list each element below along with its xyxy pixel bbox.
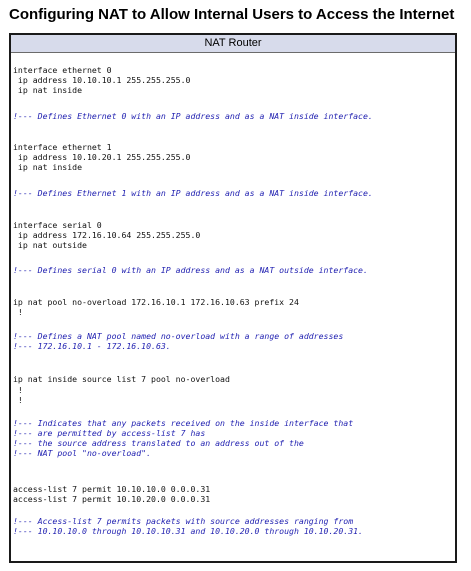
box-header: NAT Router (11, 35, 455, 53)
code-line: access-list 7 permit 10.10.10.0 0.0.0.31 (13, 484, 211, 494)
page-title: Configuring NAT to Allow Internal Users to Access the Internet (9, 6, 455, 23)
comment-line: !--- 172.16.10.1 - 172.16.10.63. (13, 341, 171, 351)
comment-line: !--- Access-list 7 permits packets with source addresses ranging from (13, 516, 354, 526)
code-line: ! (13, 385, 23, 395)
code-line: interface ethernet 1 (13, 142, 112, 152)
code-line: ip nat inside source list 7 pool no-overload (13, 374, 230, 384)
code-line: ip nat outside (13, 240, 87, 250)
comment-line: !--- NAT pool "no-overload". (13, 448, 152, 458)
code-line: ! (13, 395, 23, 405)
code-line: ip nat pool no-overload 172.16.10.1 172.16.10.63 prefix 24 (13, 297, 299, 307)
config-box (9, 33, 457, 563)
code-line: access-list 7 permit 10.10.20.0 0.0.0.31 (13, 494, 211, 504)
code-line: interface serial 0 (13, 220, 102, 230)
code-line: ! (13, 307, 23, 317)
code-line: interface ethernet 0 (13, 65, 112, 75)
code-line: ip nat inside (13, 162, 83, 172)
code-line: ip address 10.10.20.1 255.255.255.0 (13, 152, 191, 162)
comment-line: !--- Defines Ethernet 1 with an IP address and as a NAT inside interface. (13, 188, 373, 198)
comment-line: !--- Indicates that any packets received on the inside interface that (13, 418, 354, 428)
comment-line: !--- Defines Ethernet 0 with an IP address and as a NAT inside interface. (13, 111, 373, 121)
comment-line: !--- are permitted by access-list 7 has (13, 428, 206, 438)
code-line: ip nat inside (13, 85, 83, 95)
comment-line: !--- Defines serial 0 with an IP address and as a NAT outside interface. (13, 265, 368, 275)
comment-line: !--- the source address translated to an address out of the (13, 438, 304, 448)
code-line: ip address 10.10.10.1 255.255.255.0 (13, 75, 191, 85)
code-line: ip address 172.16.10.64 255.255.255.0 (13, 230, 201, 240)
comment-line: !--- Defines a NAT pool named no-overload with a range of addresses (13, 331, 344, 341)
comment-line: !--- 10.10.10.0 through 10.10.10.31 and 10.10.20.0 through 10.10.20.31. (13, 526, 363, 536)
